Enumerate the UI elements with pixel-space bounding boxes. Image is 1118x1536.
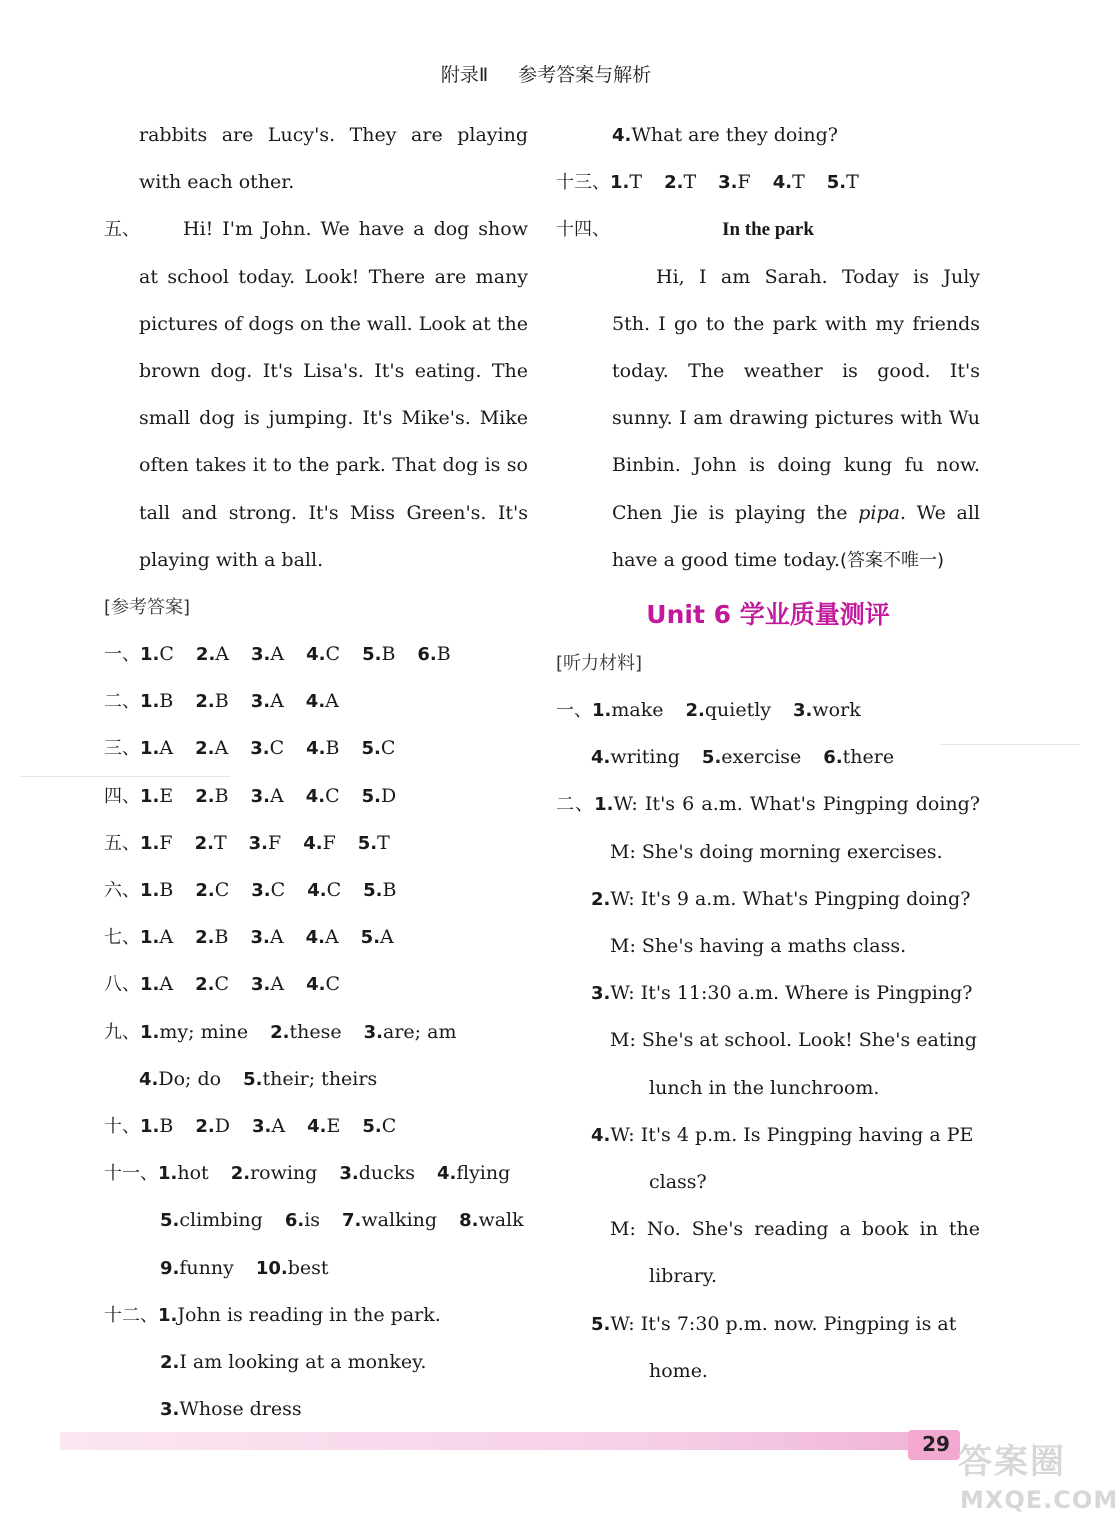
item-number: 4.	[305, 785, 326, 807]
item-answer: A	[269, 784, 284, 807]
footer-bar	[60, 1432, 910, 1450]
text-line: often takes it to the park. That dog is so	[139, 454, 528, 477]
item-answer: flying	[456, 1162, 511, 1185]
item-answer: F	[322, 831, 336, 854]
answer-row	[556, 112, 980, 159]
item-number: 1.	[592, 700, 612, 722]
answer-item	[361, 926, 394, 948]
text-line: rabbits are Lucy's. They are playing	[139, 124, 528, 146]
text-line	[556, 490, 980, 537]
item-number: 4.	[305, 691, 326, 713]
answer-row	[104, 1197, 528, 1244]
item-answer: rowing	[250, 1162, 318, 1185]
answer-item	[140, 879, 173, 901]
item-number: 5.	[591, 1313, 611, 1335]
answer-row	[556, 734, 980, 781]
appendix-label: 附录Ⅱ	[440, 64, 489, 86]
item-answer: What are they doing?	[631, 124, 838, 146]
item-answer: C	[270, 879, 286, 901]
answer-row	[556, 687, 980, 734]
item-number: 3.	[251, 644, 271, 666]
text-line	[556, 537, 980, 584]
item-answer: C	[380, 737, 396, 760]
text-line: pictures of dogs on the wall. Look at the	[139, 312, 528, 335]
answer-item	[195, 973, 229, 995]
item-answer: A	[159, 926, 174, 949]
dialogue-line: M: She's doing morning exercises.	[610, 840, 943, 863]
item-number: 2.	[195, 644, 216, 666]
answer-item	[417, 643, 450, 665]
text-line: small dog is jumping. It's Mike's. Mike	[139, 407, 528, 430]
answer-row	[104, 725, 528, 772]
dialogue-line: lunch in the lunchroom.	[649, 1076, 880, 1099]
item-answer: A	[269, 926, 284, 949]
item-number: 5.	[160, 1210, 180, 1232]
answer-item	[195, 832, 227, 854]
answer-item	[195, 785, 228, 807]
item-answer: F	[737, 171, 751, 194]
item-number: 1.	[140, 785, 160, 807]
item-number: 3.	[250, 785, 270, 807]
item-number: 3.	[251, 880, 271, 901]
item-number: 5.	[362, 1115, 382, 1137]
item-answer: D	[214, 1114, 230, 1137]
item-answer: walk	[478, 1209, 524, 1232]
item-answer: C	[325, 784, 340, 807]
item-answer: T	[377, 831, 390, 854]
text-line: tall and strong. It's Miss Green's. It's	[139, 501, 528, 524]
item-number: 5.	[363, 880, 383, 901]
answer-row	[104, 1245, 528, 1292]
item-answer: funny	[179, 1256, 234, 1279]
item-number: 2.	[591, 888, 611, 910]
row-label: 七、	[104, 927, 140, 949]
item-number: 3.	[339, 1163, 359, 1185]
answer-item	[140, 643, 174, 665]
answer-item	[196, 643, 229, 665]
item-answer: F	[159, 831, 173, 854]
dialogue-line	[556, 876, 980, 923]
item-answer: Whose dress	[179, 1398, 302, 1421]
right-column	[556, 112, 980, 1395]
page-number: 29	[922, 1432, 950, 1456]
section-5-line	[104, 206, 528, 253]
answer-item	[140, 973, 173, 995]
header-title: 参考答案与解析	[518, 64, 652, 86]
item-number: 6.	[823, 747, 843, 769]
item-number: 2.	[195, 974, 215, 996]
answer-item	[306, 926, 339, 948]
item-number: 1.	[610, 172, 630, 194]
item-number: 3.	[250, 927, 270, 949]
row-label: 四、	[104, 785, 140, 807]
answer-row	[104, 1292, 528, 1339]
essay-title-row	[556, 206, 980, 253]
item-answer: walking	[361, 1209, 438, 1232]
dialogue-text: W: It's 11:30 a.m. Where is Pingping?	[610, 982, 973, 1005]
answer-item	[251, 690, 284, 712]
answer-item	[306, 737, 339, 759]
answer-item	[250, 737, 284, 759]
item-number: 4.	[306, 644, 326, 666]
item-number: 3.	[718, 172, 738, 194]
item-number: 8.	[459, 1210, 479, 1232]
text-segment: have a good time today.	[612, 548, 841, 571]
answer-row	[104, 867, 528, 914]
dialogue-line	[556, 781, 980, 828]
item-number: 4.	[437, 1163, 457, 1185]
row-label: 九、	[104, 1021, 140, 1043]
item-number: 2.	[195, 785, 215, 807]
item-answer: A	[270, 690, 284, 713]
item-number: 3.	[160, 1399, 180, 1421]
item-number: 3.	[250, 691, 271, 713]
item-number: 7.	[342, 1210, 362, 1232]
row-label: 十一、	[104, 1163, 158, 1185]
item-answer: Do; do	[158, 1067, 222, 1090]
item-number: 2.	[685, 700, 705, 722]
dialogue-line	[556, 1301, 980, 1348]
answer-row	[104, 1103, 528, 1150]
text-line: Binbin. John is doing kung fu now.	[612, 454, 980, 477]
answer-item	[303, 832, 336, 854]
answer-row	[104, 773, 528, 820]
text-line: today. The weather is good. It's	[612, 359, 980, 382]
text-line: brown dog. It's Lisa's. It's eating. The	[139, 359, 528, 382]
row-label: 十二、	[104, 1304, 158, 1326]
item-number: 4.	[591, 747, 611, 769]
item-number: 4.	[305, 927, 325, 949]
item-number: 5.	[362, 644, 382, 666]
item-answer: B	[159, 690, 174, 713]
item-answer: C	[325, 643, 341, 666]
section-label: 五、	[104, 219, 140, 241]
answer-item	[362, 643, 395, 665]
item-answer: there	[842, 746, 895, 769]
item-answer: B	[159, 879, 174, 901]
item-answer: B	[382, 879, 397, 901]
dialogue-line: home.	[649, 1359, 708, 1382]
item-number: 2.	[160, 1351, 180, 1373]
item-number: 4.	[591, 1124, 611, 1146]
item-number: 1.	[140, 880, 160, 901]
item-number: 2.	[195, 880, 215, 901]
text-line: 5th. I go to the park with my friends	[612, 312, 980, 335]
answer-row	[104, 1056, 528, 1103]
answer-row	[104, 914, 528, 961]
answer-item	[363, 879, 396, 901]
item-number: 1.	[140, 691, 160, 713]
item-answer: I am looking at a monkey.	[179, 1350, 427, 1373]
item-number: 2.	[664, 172, 684, 194]
item-number: 5.	[701, 747, 722, 769]
item-number: 3.	[248, 832, 268, 854]
item-number: 4.	[306, 974, 326, 996]
item-number: 4.	[307, 1115, 327, 1137]
item-answer: A	[270, 643, 285, 666]
item-answer: T	[683, 171, 697, 194]
row-label: 一、	[104, 644, 140, 666]
unit-title: Unit 6 学业质量测评	[646, 599, 890, 629]
item-answer: John is reading in the park.	[177, 1303, 441, 1326]
answer-item	[251, 785, 284, 807]
dialogue-text: W: It's 4 p.m. Is Pingping having a PE	[610, 1123, 974, 1146]
dialogue-text: W: It's 9 a.m. What's Pingping doing?	[610, 887, 971, 910]
item-answer: T	[629, 171, 643, 194]
item-number: 10.	[255, 1257, 288, 1279]
item-answer: their; theirs	[262, 1067, 378, 1090]
item-answer: T	[213, 831, 227, 854]
answer-row	[104, 1386, 528, 1433]
answer-row	[104, 1339, 528, 1386]
text-line: playing with a ball.	[139, 548, 324, 571]
item-number: 6.	[417, 644, 437, 666]
dialogue-line: class?	[649, 1170, 707, 1193]
item-number: 3.	[251, 974, 271, 996]
item-answer: make	[611, 699, 664, 722]
item-answer: my; mine	[159, 1020, 249, 1043]
item-answer: C	[381, 1114, 397, 1137]
item-number: 3.	[250, 738, 270, 760]
watermark-logo	[958, 1430, 1118, 1530]
answer-item	[250, 926, 283, 948]
item-answer: are; am	[383, 1020, 457, 1043]
answer-item	[306, 643, 340, 665]
item-number: 2.	[270, 1021, 290, 1043]
row-label: 二、	[556, 794, 595, 816]
row-label: 十、	[104, 1115, 140, 1137]
item-number: 9.	[160, 1257, 180, 1279]
item-answer: best	[287, 1256, 329, 1279]
item-answer: is	[304, 1209, 321, 1232]
dialogue-line: M: No. She's reading a book in the	[610, 1218, 980, 1241]
text-segment: Chen Jie is playing the	[612, 501, 859, 524]
dialogue-text: W: It's 7:30 p.m. now. Pingping is at	[610, 1312, 957, 1335]
row-label: 十三、	[556, 172, 610, 194]
item-answer: C	[325, 973, 341, 996]
answer-item	[195, 690, 228, 712]
item-number: 1.	[594, 794, 614, 816]
answer-item	[195, 737, 228, 759]
answer-row	[104, 1009, 528, 1056]
answer-item	[251, 643, 284, 665]
answer-item	[140, 690, 173, 712]
row-label: 五、	[104, 832, 140, 854]
item-number: 2.	[194, 832, 214, 854]
answer-item	[195, 926, 228, 948]
text-segment: . We all	[899, 501, 980, 524]
item-answer: B	[214, 784, 229, 807]
item-number: 5.	[826, 172, 847, 194]
item-number: 4.	[306, 738, 326, 760]
item-number: 5.	[357, 832, 378, 854]
item-answer: E	[326, 1114, 341, 1137]
text-line: at school today. Look! There are many	[139, 265, 528, 288]
item-answer: these	[289, 1020, 342, 1043]
item-number: 1.	[140, 832, 160, 854]
answer-row	[104, 631, 528, 678]
item-answer: C	[326, 879, 342, 901]
answer-item	[140, 926, 173, 948]
answer-item	[140, 785, 173, 807]
item-answer: E	[159, 784, 174, 807]
item-answer: B	[214, 690, 229, 713]
text-line: with each other.	[139, 171, 295, 194]
item-number: 1.	[140, 974, 160, 996]
italic-word: pipa	[858, 501, 900, 524]
dialogue-text: W: It's 6 a.m. What's Pingping doing?	[613, 793, 980, 816]
answer-row	[104, 678, 528, 725]
item-answer: A	[270, 973, 285, 996]
row-label: 十四、	[556, 219, 610, 241]
page-header	[0, 60, 1092, 87]
answer-item	[195, 879, 229, 901]
item-number: 2.	[195, 927, 215, 949]
answer-item	[140, 737, 173, 759]
item-answer: A	[159, 973, 174, 996]
item-number: 4.	[612, 125, 632, 146]
item-answer: B	[381, 643, 396, 666]
item-number: 2.	[195, 738, 215, 760]
essay-title: In the park	[722, 219, 814, 241]
row-label: 一、	[556, 700, 592, 722]
item-answer: A	[271, 1114, 286, 1137]
item-number: 2.	[195, 1115, 215, 1137]
item-answer: D	[381, 784, 397, 807]
item-answer: hot	[177, 1162, 209, 1185]
dialogue-line: M: She's at school. Look! She's eating	[610, 1029, 977, 1052]
item-answer: C	[214, 973, 230, 996]
item-number: 2.	[230, 1163, 251, 1185]
item-answer: C	[214, 879, 230, 901]
item-number: 4.	[303, 832, 323, 854]
answer-item	[306, 973, 340, 995]
answer-item	[251, 879, 285, 901]
watermark-url: MXQE.COM	[960, 1486, 1118, 1514]
answer-item	[358, 832, 390, 854]
dialogue-line: library.	[649, 1265, 718, 1288]
answer-row	[104, 1150, 528, 1197]
listening-material-label: [听力材料]	[556, 652, 643, 674]
item-number: 5.	[361, 785, 381, 807]
item-answer: work	[812, 699, 861, 722]
item-number: 4.	[772, 172, 793, 194]
item-answer: A	[324, 926, 339, 949]
row-label: 六、	[104, 880, 140, 901]
answer-row	[556, 159, 980, 206]
text-line: sunny. I am drawing pictures with Wu	[612, 407, 980, 430]
item-number: 3.	[363, 1021, 384, 1043]
item-answer: C	[269, 737, 285, 760]
item-number: 1.	[158, 1304, 178, 1326]
item-number: 4.	[139, 1068, 159, 1090]
item-number: 5.	[360, 927, 381, 949]
item-answer: A	[325, 690, 339, 713]
answer-item	[306, 690, 339, 712]
item-number: 6.	[284, 1210, 305, 1232]
answer-row	[104, 820, 528, 867]
answer-row	[104, 961, 528, 1008]
item-answer: writing	[610, 746, 680, 769]
item-answer: T	[792, 171, 805, 194]
item-answer: A	[380, 926, 394, 949]
item-number: 1.	[140, 738, 160, 760]
dialogue-line	[556, 1112, 980, 1159]
item-answer: climbing	[179, 1209, 263, 1232]
item-number: 1.	[158, 1163, 178, 1185]
item-answer: B	[325, 737, 340, 760]
item-number: 3.	[591, 983, 611, 1005]
item-number: 2.	[195, 691, 215, 713]
item-answer: exercise	[721, 746, 802, 769]
item-number: 3.	[793, 700, 813, 722]
watermark-text: 答案圈	[958, 1442, 1066, 1482]
note: (答案不唯一)	[840, 549, 945, 571]
item-number: 1.	[140, 644, 160, 666]
row-label: 八、	[104, 974, 140, 996]
item-answer: B	[159, 1114, 174, 1137]
item-number: 3.	[251, 1115, 272, 1137]
item-answer: A	[159, 737, 174, 760]
item-answer: A	[214, 737, 229, 760]
answer-item	[140, 832, 173, 854]
left-column	[104, 112, 528, 1433]
item-number: 5.	[361, 738, 381, 760]
row-label: 三、	[104, 738, 140, 760]
dialogue-line	[556, 970, 980, 1017]
item-answer: F	[268, 831, 282, 854]
answer-item	[361, 737, 395, 759]
answer-item	[362, 785, 397, 807]
reference-answers-label: [参考答案]	[104, 596, 191, 618]
answer-item	[249, 832, 282, 854]
item-number: 4.	[307, 880, 327, 901]
answer-item	[307, 879, 341, 901]
text-line: Hi! I'm John. We have a dog show	[183, 218, 528, 241]
answer-item	[306, 785, 340, 807]
item-answer: C	[159, 643, 174, 666]
item-answer: quietly	[704, 699, 772, 722]
text-line: Hi, I am Sarah. Today is July	[656, 265, 980, 288]
dialogue-line: M: She's having a maths class.	[610, 935, 907, 957]
item-answer: A	[215, 643, 230, 666]
item-number: 1.	[140, 1115, 160, 1137]
answer-item	[251, 973, 284, 995]
item-answer: ducks	[358, 1162, 416, 1185]
item-answer: B	[214, 926, 229, 949]
item-number: 1.	[140, 927, 160, 949]
row-label: 二、	[104, 691, 140, 713]
item-answer: B	[436, 643, 451, 666]
item-number: 5.	[243, 1068, 263, 1090]
item-answer: T	[846, 171, 859, 194]
item-number: 1.	[140, 1021, 160, 1043]
